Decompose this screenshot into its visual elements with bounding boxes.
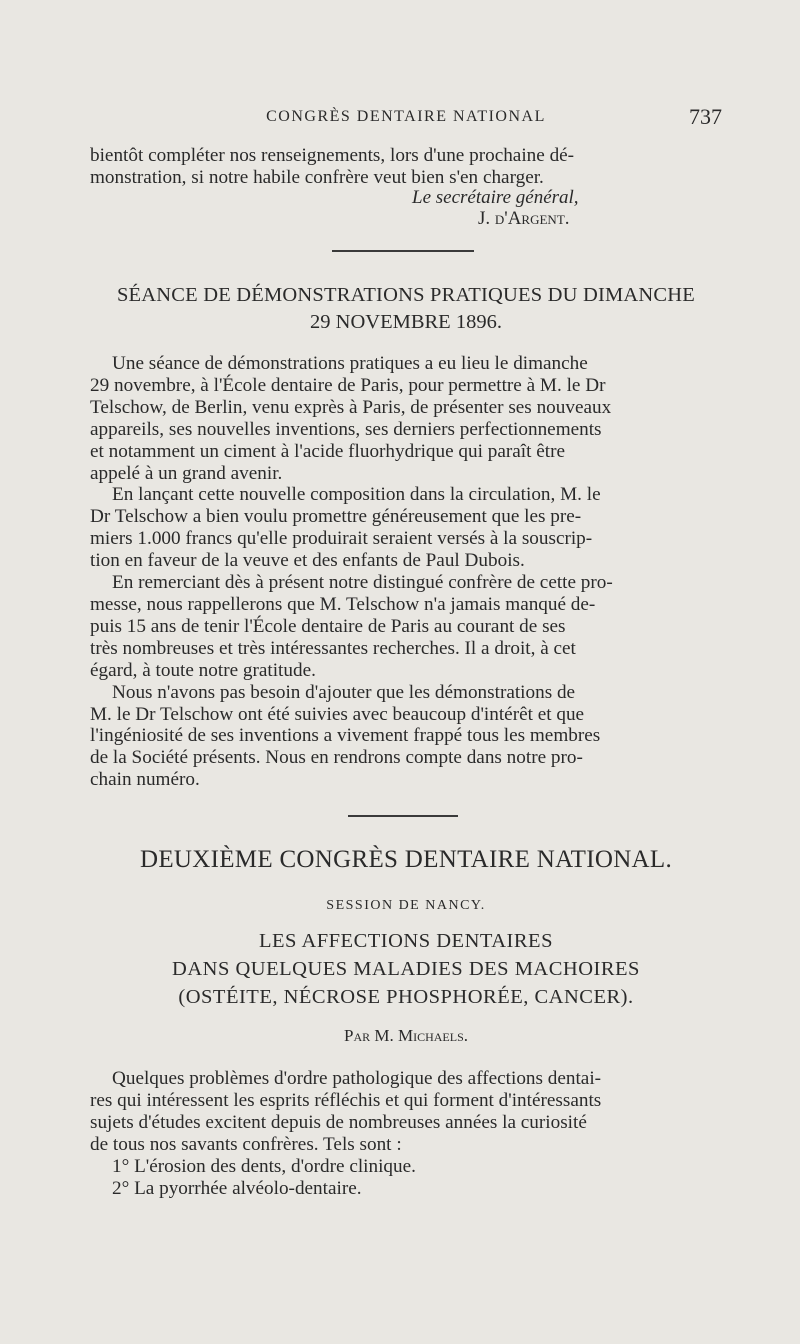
text-line: bientôt compléter nos renseignements, lors d'une prochaine dé- (90, 145, 575, 166)
text-line: de la Société présents. Nous en rendrons compte dans notre pro- (90, 747, 583, 769)
text-line: messe, nous rappellerons que M. Telschow n'a jamais manqué de- (90, 593, 596, 615)
article-title-line: (OSTÉITE, NÉCROSE PHOSPHORÉE, CANCER). (178, 986, 634, 1008)
text-line: et notamment un ciment à l'acide fluorhydrique qui paraît être (90, 440, 565, 462)
list-item: 2° La pyorrhée alvéolo-dentaire. (112, 1177, 362, 1199)
article-title-line: LES AFFECTIONS DENTAIRES (259, 930, 553, 952)
text-line: monstration, si notre habile confrère veut bien s'en charger. (90, 166, 544, 188)
signature-role: Le secrétaire général, (412, 187, 579, 208)
running-head (90, 104, 722, 132)
session-label: SESSION DE NANCY. (326, 898, 486, 913)
page-number: 737 (689, 104, 722, 129)
text-line: En remerciant dès à présent notre distingué confrère de cette pro- (112, 572, 613, 594)
text-line: tion en faveur de la veuve et des enfants de Paul Dubois. (90, 550, 525, 572)
text-line: res qui intéressent les esprits réfléchis et qui forment d'intéressants (90, 1089, 602, 1111)
signature-name: J. d'Argent. (478, 208, 570, 229)
text-line: miers 1.000 francs qu'elle produirait seraient versés à la souscrip- (90, 528, 593, 550)
intro-text (90, 145, 722, 189)
text-line: très nombreuses et très intéressantes recherches. Il a droit, à cet (90, 637, 576, 659)
text-line: l'ingéniosité de ses inventions a vivement frappé tous les membres (90, 725, 601, 747)
section1-body (90, 353, 722, 791)
list-item: 1° L'érosion des dents, d'ordre clinique. (112, 1155, 416, 1177)
text-line: égard, à toute notre gratitude. (90, 659, 316, 681)
section-heading-date: 29 NOVEMBRE 1896. (310, 311, 502, 333)
text-line: chain numéro. (90, 769, 200, 791)
congress-heading: DEUXIÈME CONGRÈS DENTAIRE NATIONAL. (139, 846, 673, 873)
text-line: M. le Dr Telschow ont été suivies avec beaucoup d'intérêt et que (90, 703, 585, 725)
section-divider (348, 815, 458, 817)
section-heading: SÉANCE DE DÉMONSTRATIONS PRATIQUES DU DIMANCHE (116, 284, 696, 306)
article-title-line: DANS QUELQUES MALADIES DES MACHOIRES (172, 958, 640, 980)
text-line: 29 novembre, à l'École dentaire de Paris, pour permettre à M. le Dr (90, 374, 606, 396)
section-divider (332, 250, 474, 252)
text-line: Une séance de démonstrations pratiques a eu lieu le dimanche (112, 353, 588, 374)
text-line: Nous n'avons pas besoin d'ajouter que les démonstrations de (112, 681, 576, 703)
text-line: Dr Telschow a bien voulu promettre généreusement que les pre- (90, 506, 582, 528)
article-body (90, 1068, 722, 1199)
text-line: de tous nos savants confrères. Tels sont : (90, 1133, 402, 1155)
text-line: puis 15 ans de tenir l'École dentaire de Paris au courant de ses (90, 615, 566, 637)
text-line: Quelques problèmes d'ordre pathologique des affections dentai- (112, 1068, 602, 1089)
text-line: appareils, ses nouvelles inventions, ses derniers perfectionnements (90, 418, 602, 440)
text-line: En lançant cette nouvelle composition dans la circulation, M. le (112, 484, 601, 506)
running-head-title: CONGRÈS DENTAIRE NATIONAL (266, 108, 546, 125)
text-line: appelé à un grand avenir. (90, 462, 283, 484)
text-line: sujets d'études excitent depuis de nombreuses années la curiosité (90, 1111, 587, 1133)
byline: Par M. Michaels. (343, 1026, 469, 1045)
text-line: Telschow, de Berlin, venu exprès à Paris, de présenter ses nouveaux (90, 396, 612, 418)
